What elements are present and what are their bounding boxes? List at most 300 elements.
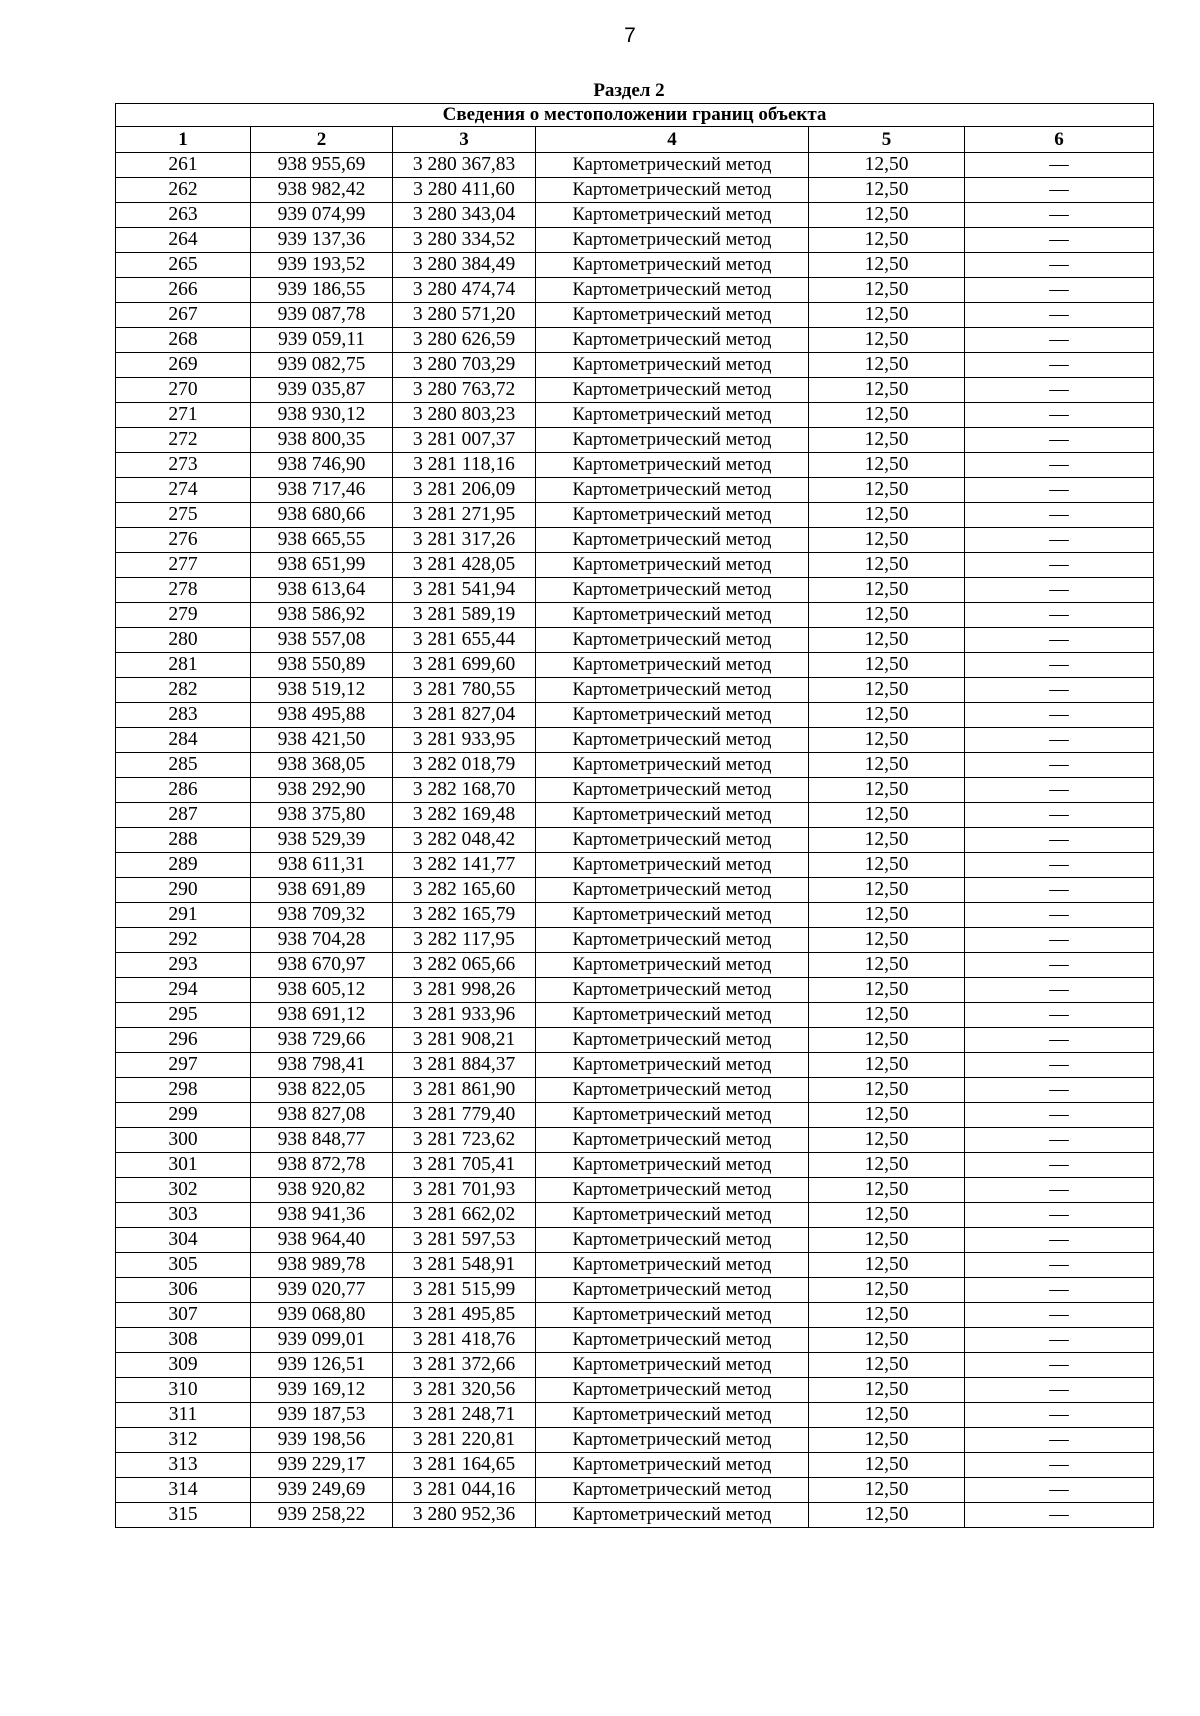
point-number-cell: 285: [116, 753, 251, 778]
coordinate-x-cell: 938 930,12: [251, 403, 393, 428]
coordinate-y-cell: 3 282 141,77: [393, 853, 536, 878]
method-cell: Картометрический метод: [536, 328, 809, 353]
table-row: [116, 453, 1154, 478]
coordinate-y-cell: 3 281 248,71: [393, 1403, 536, 1428]
accuracy-cell: 12,50: [809, 1453, 965, 1478]
point-number-cell: 268: [116, 328, 251, 353]
column-number-6: 6: [965, 127, 1154, 153]
accuracy-cell: 12,50: [809, 1128, 965, 1153]
accuracy-cell: 12,50: [809, 828, 965, 853]
table-row: [116, 153, 1154, 178]
column-number-3: 3: [393, 127, 536, 153]
accuracy-cell: 12,50: [809, 1428, 965, 1453]
description-cell: —: [965, 453, 1154, 478]
method-cell: Картометрический метод: [536, 778, 809, 803]
coordinate-x-cell: 939 082,75: [251, 353, 393, 378]
description-cell: —: [965, 1453, 1154, 1478]
accuracy-cell: 12,50: [809, 678, 965, 703]
accuracy-cell: 12,50: [809, 1503, 965, 1528]
accuracy-cell: 12,50: [809, 453, 965, 478]
description-cell: —: [965, 553, 1154, 578]
point-number-cell: 298: [116, 1078, 251, 1103]
accuracy-cell: 12,50: [809, 253, 965, 278]
accuracy-cell: 12,50: [809, 1003, 965, 1028]
method-cell: Картометрический метод: [536, 278, 809, 303]
coordinate-x-cell: 939 169,12: [251, 1378, 393, 1403]
coordinate-x-cell: 939 020,77: [251, 1278, 393, 1303]
description-cell: —: [965, 628, 1154, 653]
point-number-cell: 311: [116, 1403, 251, 1428]
description-cell: —: [965, 903, 1154, 928]
coordinate-y-cell: 3 282 168,70: [393, 778, 536, 803]
table-row: [116, 1378, 1154, 1403]
coordinate-y-cell: 3 281 779,40: [393, 1103, 536, 1128]
table-row: [116, 1128, 1154, 1153]
coordinate-x-cell: 939 087,78: [251, 303, 393, 328]
description-cell: —: [965, 1128, 1154, 1153]
method-cell: Картометрический метод: [536, 1328, 809, 1353]
point-number-cell: 297: [116, 1053, 251, 1078]
table-row: [116, 828, 1154, 853]
point-number-cell: 291: [116, 903, 251, 928]
description-cell: —: [965, 403, 1154, 428]
table-row: [116, 978, 1154, 1003]
coordinate-y-cell: 3 281 164,65: [393, 1453, 536, 1478]
accuracy-cell: 12,50: [809, 728, 965, 753]
description-cell: —: [965, 803, 1154, 828]
description-cell: —: [965, 153, 1154, 178]
point-number-cell: 271: [116, 403, 251, 428]
table-row: [116, 928, 1154, 953]
coordinate-x-cell: 938 550,89: [251, 653, 393, 678]
point-number-cell: 302: [116, 1178, 251, 1203]
coordinate-x-cell: 939 059,11: [251, 328, 393, 353]
coordinate-x-cell: 938 292,90: [251, 778, 393, 803]
accuracy-cell: 12,50: [809, 1203, 965, 1228]
point-number-cell: 273: [116, 453, 251, 478]
point-number-cell: 275: [116, 503, 251, 528]
accuracy-cell: 12,50: [809, 553, 965, 578]
description-cell: —: [965, 1178, 1154, 1203]
table-row: [116, 1503, 1154, 1528]
description-cell: —: [965, 328, 1154, 353]
accuracy-cell: 12,50: [809, 928, 965, 953]
table-caption-row: [116, 104, 1154, 127]
coordinate-y-cell: 3 281 655,44: [393, 628, 536, 653]
table-row: [116, 1478, 1154, 1503]
description-cell: —: [965, 703, 1154, 728]
method-cell: Картометрический метод: [536, 203, 809, 228]
coordinate-y-cell: 3 280 571,20: [393, 303, 536, 328]
coordinate-y-cell: 3 282 165,79: [393, 903, 536, 928]
point-number-cell: 303: [116, 1203, 251, 1228]
method-cell: Картометрический метод: [536, 503, 809, 528]
table-row: [116, 328, 1154, 353]
coordinate-x-cell: 939 187,53: [251, 1403, 393, 1428]
table-row: [116, 1203, 1154, 1228]
method-cell: Картометрический метод: [536, 1053, 809, 1078]
description-cell: —: [965, 1003, 1154, 1028]
point-number-cell: 262: [116, 178, 251, 203]
table-row: [116, 628, 1154, 653]
point-number-cell: 274: [116, 478, 251, 503]
method-cell: Картометрический метод: [536, 1153, 809, 1178]
point-number-cell: 306: [116, 1278, 251, 1303]
coordinate-y-cell: 3 281 007,37: [393, 428, 536, 453]
accuracy-cell: 12,50: [809, 878, 965, 903]
accuracy-cell: 12,50: [809, 1353, 965, 1378]
point-number-cell: 267: [116, 303, 251, 328]
accuracy-cell: 12,50: [809, 1053, 965, 1078]
coordinate-y-cell: 3 280 367,83: [393, 153, 536, 178]
coordinate-x-cell: 939 035,87: [251, 378, 393, 403]
table-row: [116, 1028, 1154, 1053]
method-cell: Картометрический метод: [536, 1103, 809, 1128]
table-row: [116, 553, 1154, 578]
method-cell: Картометрический метод: [536, 1353, 809, 1378]
description-cell: —: [965, 428, 1154, 453]
description-cell: —: [965, 228, 1154, 253]
table-row: [116, 1278, 1154, 1303]
point-number-cell: 290: [116, 878, 251, 903]
accuracy-cell: 12,50: [809, 1253, 965, 1278]
accuracy-cell: 12,50: [809, 203, 965, 228]
accuracy-cell: 12,50: [809, 303, 965, 328]
method-cell: Картометрический метод: [536, 1028, 809, 1053]
description-cell: —: [965, 1303, 1154, 1328]
coordinate-y-cell: 3 282 048,42: [393, 828, 536, 853]
coordinate-y-cell: 3 281 220,81: [393, 1428, 536, 1453]
table-row: [116, 678, 1154, 703]
accuracy-cell: 12,50: [809, 1303, 965, 1328]
table-row: [116, 403, 1154, 428]
coordinate-x-cell: 938 421,50: [251, 728, 393, 753]
point-number-cell: 293: [116, 953, 251, 978]
coordinate-y-cell: 3 281 827,04: [393, 703, 536, 728]
accuracy-cell: 12,50: [809, 703, 965, 728]
table-row: [116, 203, 1154, 228]
description-cell: —: [965, 878, 1154, 903]
table-row: [116, 278, 1154, 303]
accuracy-cell: 12,50: [809, 578, 965, 603]
accuracy-cell: 12,50: [809, 153, 965, 178]
method-cell: Картометрический метод: [536, 253, 809, 278]
table-row: [116, 1178, 1154, 1203]
accuracy-cell: 12,50: [809, 1153, 965, 1178]
description-cell: —: [965, 928, 1154, 953]
accuracy-cell: 12,50: [809, 803, 965, 828]
point-number-cell: 289: [116, 853, 251, 878]
coordinate-x-cell: 938 519,12: [251, 678, 393, 703]
coordinate-y-cell: 3 281 548,91: [393, 1253, 536, 1278]
coordinate-y-cell: 3 281 723,62: [393, 1128, 536, 1153]
description-cell: —: [965, 528, 1154, 553]
method-cell: Картометрический метод: [536, 528, 809, 553]
point-number-cell: 276: [116, 528, 251, 553]
coordinate-y-cell: 3 281 271,95: [393, 503, 536, 528]
coordinate-x-cell: 938 955,69: [251, 153, 393, 178]
description-cell: —: [965, 1253, 1154, 1278]
coordinate-x-cell: 938 798,41: [251, 1053, 393, 1078]
accuracy-cell: 12,50: [809, 1478, 965, 1503]
table-row: [116, 178, 1154, 203]
table-row: [116, 253, 1154, 278]
coordinate-x-cell: 938 605,12: [251, 978, 393, 1003]
method-cell: Картометрический метод: [536, 878, 809, 903]
method-cell: Картометрический метод: [536, 1453, 809, 1478]
accuracy-cell: 12,50: [809, 953, 965, 978]
coordinate-y-cell: 3 281 908,21: [393, 1028, 536, 1053]
coordinate-y-cell: 3 281 418,76: [393, 1328, 536, 1353]
point-number-cell: 269: [116, 353, 251, 378]
point-number-cell: 312: [116, 1428, 251, 1453]
description-cell: —: [965, 278, 1154, 303]
table-row: [116, 853, 1154, 878]
coordinate-x-cell: 939 099,01: [251, 1328, 393, 1353]
method-cell: Картометрический метод: [536, 928, 809, 953]
method-cell: Картометрический метод: [536, 1178, 809, 1203]
point-number-cell: 282: [116, 678, 251, 703]
description-cell: —: [965, 853, 1154, 878]
coordinate-y-cell: 3 281 206,09: [393, 478, 536, 503]
point-number-cell: 315: [116, 1503, 251, 1528]
method-cell: Картометрический метод: [536, 353, 809, 378]
table-row: [116, 1053, 1154, 1078]
coordinate-x-cell: 938 529,39: [251, 828, 393, 853]
accuracy-cell: 12,50: [809, 853, 965, 878]
table-row: [116, 1328, 1154, 1353]
coordinate-y-cell: 3 280 343,04: [393, 203, 536, 228]
description-cell: —: [965, 353, 1154, 378]
coordinate-x-cell: 938 822,05: [251, 1078, 393, 1103]
table-row: [116, 1403, 1154, 1428]
point-number-cell: 261: [116, 153, 251, 178]
coordinate-y-cell: 3 280 952,36: [393, 1503, 536, 1528]
description-cell: —: [965, 1378, 1154, 1403]
description-cell: —: [965, 503, 1154, 528]
coordinate-x-cell: 938 872,78: [251, 1153, 393, 1178]
point-number-cell: 265: [116, 253, 251, 278]
method-cell: Картометрический метод: [536, 1428, 809, 1453]
table-row: [116, 1103, 1154, 1128]
method-cell: Картометрический метод: [536, 228, 809, 253]
method-cell: Картометрический метод: [536, 753, 809, 778]
coordinate-x-cell: 938 586,92: [251, 603, 393, 628]
coordinate-y-cell: 3 280 703,29: [393, 353, 536, 378]
coordinate-x-cell: 939 068,80: [251, 1303, 393, 1328]
coordinate-y-cell: 3 280 384,49: [393, 253, 536, 278]
method-cell: Картометрический метод: [536, 1503, 809, 1528]
point-number-cell: 284: [116, 728, 251, 753]
accuracy-cell: 12,50: [809, 653, 965, 678]
table-row: [116, 903, 1154, 928]
point-number-cell: 279: [116, 603, 251, 628]
description-cell: —: [965, 753, 1154, 778]
table-row: [116, 803, 1154, 828]
method-cell: Картометрический метод: [536, 953, 809, 978]
coordinate-y-cell: 3 280 763,72: [393, 378, 536, 403]
coordinate-y-cell: 3 281 884,37: [393, 1053, 536, 1078]
point-number-cell: 280: [116, 628, 251, 653]
coordinate-x-cell: 938 729,66: [251, 1028, 393, 1053]
method-cell: Картометрический метод: [536, 803, 809, 828]
description-cell: —: [965, 653, 1154, 678]
accuracy-cell: 12,50: [809, 1378, 965, 1403]
method-cell: Картометрический метод: [536, 1228, 809, 1253]
table-row: [116, 753, 1154, 778]
accuracy-cell: 12,50: [809, 1178, 965, 1203]
method-cell: Картометрический метод: [536, 903, 809, 928]
coordinate-x-cell: 938 941,36: [251, 1203, 393, 1228]
table-row: [116, 1303, 1154, 1328]
coordinate-x-cell: 938 827,08: [251, 1103, 393, 1128]
point-number-cell: 272: [116, 428, 251, 453]
description-cell: —: [965, 1403, 1154, 1428]
point-number-cell: 308: [116, 1328, 251, 1353]
method-cell: Картометрический метод: [536, 153, 809, 178]
accuracy-cell: 12,50: [809, 753, 965, 778]
accuracy-cell: 12,50: [809, 1403, 965, 1428]
method-cell: Картометрический метод: [536, 1403, 809, 1428]
point-number-cell: 300: [116, 1128, 251, 1153]
coordinate-x-cell: 938 964,40: [251, 1228, 393, 1253]
description-cell: —: [965, 603, 1154, 628]
description-cell: —: [965, 478, 1154, 503]
method-cell: Картометрический метод: [536, 628, 809, 653]
point-number-cell: 314: [116, 1478, 251, 1503]
coordinate-x-cell: 939 137,36: [251, 228, 393, 253]
table-caption: Сведения о местоположении границ объекта: [116, 104, 1154, 127]
coordinate-x-cell: 939 186,55: [251, 278, 393, 303]
coordinate-x-cell: 938 495,88: [251, 703, 393, 728]
point-number-cell: 264: [116, 228, 251, 253]
coordinate-y-cell: 3 281 861,90: [393, 1078, 536, 1103]
method-cell: Картометрический метод: [536, 728, 809, 753]
description-cell: —: [965, 1078, 1154, 1103]
description-cell: —: [965, 1278, 1154, 1303]
method-cell: Картометрический метод: [536, 578, 809, 603]
coordinate-x-cell: 938 800,35: [251, 428, 393, 453]
method-cell: Картометрический метод: [536, 1128, 809, 1153]
accuracy-cell: 12,50: [809, 1028, 965, 1053]
coordinate-y-cell: 3 281 705,41: [393, 1153, 536, 1178]
coordinate-x-cell: 938 746,90: [251, 453, 393, 478]
table-row: [116, 703, 1154, 728]
description-cell: —: [965, 953, 1154, 978]
description-cell: —: [965, 203, 1154, 228]
coordinate-x-cell: 938 982,42: [251, 178, 393, 203]
coordinate-x-cell: 938 704,28: [251, 928, 393, 953]
method-cell: Картометрический метод: [536, 653, 809, 678]
column-number-5: 5: [809, 127, 965, 153]
boundary-coordinates-table: [115, 103, 1154, 1528]
coordinate-y-cell: 3 281 662,02: [393, 1203, 536, 1228]
method-cell: Картометрический метод: [536, 1378, 809, 1403]
description-cell: —: [965, 1203, 1154, 1228]
method-cell: Картометрический метод: [536, 303, 809, 328]
method-cell: Картометрический метод: [536, 428, 809, 453]
method-cell: Картометрический метод: [536, 1278, 809, 1303]
point-number-cell: 296: [116, 1028, 251, 1053]
coordinate-y-cell: 3 282 117,95: [393, 928, 536, 953]
coordinate-y-cell: 3 282 018,79: [393, 753, 536, 778]
coordinate-y-cell: 3 281 372,66: [393, 1353, 536, 1378]
coordinate-y-cell: 3 282 169,48: [393, 803, 536, 828]
point-number-cell: 304: [116, 1228, 251, 1253]
coordinate-x-cell: 939 126,51: [251, 1353, 393, 1378]
point-number-cell: 292: [116, 928, 251, 953]
coordinate-y-cell: 3 281 780,55: [393, 678, 536, 703]
coordinate-y-cell: 3 282 065,66: [393, 953, 536, 978]
description-cell: —: [965, 1503, 1154, 1528]
table-row: [116, 878, 1154, 903]
method-cell: Картометрический метод: [536, 978, 809, 1003]
table-row: [116, 1353, 1154, 1378]
point-number-cell: 278: [116, 578, 251, 603]
method-cell: Картометрический метод: [536, 553, 809, 578]
point-number-cell: 288: [116, 828, 251, 853]
coordinate-x-cell: 938 709,32: [251, 903, 393, 928]
coordinate-y-cell: 3 280 411,60: [393, 178, 536, 203]
coordinate-y-cell: 3 281 428,05: [393, 553, 536, 578]
table-row: [116, 503, 1154, 528]
method-cell: Картометрический метод: [536, 1253, 809, 1278]
accuracy-cell: 12,50: [809, 1103, 965, 1128]
coordinate-x-cell: 938 613,64: [251, 578, 393, 603]
coordinate-x-cell: 938 717,46: [251, 478, 393, 503]
table-row: [116, 1428, 1154, 1453]
coordinate-x-cell: 938 920,82: [251, 1178, 393, 1203]
table-row: [116, 303, 1154, 328]
description-cell: —: [965, 1228, 1154, 1253]
coordinate-y-cell: 3 281 933,96: [393, 1003, 536, 1028]
point-number-cell: 263: [116, 203, 251, 228]
table-row: [116, 1453, 1154, 1478]
method-cell: Картометрический метод: [536, 178, 809, 203]
accuracy-cell: 12,50: [809, 328, 965, 353]
description-cell: —: [965, 303, 1154, 328]
table-row: [116, 1078, 1154, 1103]
method-cell: Картометрический метод: [536, 1478, 809, 1503]
coordinate-y-cell: 3 280 626,59: [393, 328, 536, 353]
description-cell: —: [965, 1028, 1154, 1053]
section-title: Раздел 2: [593, 80, 665, 101]
coordinate-x-cell: 938 691,89: [251, 878, 393, 903]
accuracy-cell: 12,50: [809, 228, 965, 253]
accuracy-cell: 12,50: [809, 378, 965, 403]
point-number-cell: 270: [116, 378, 251, 403]
method-cell: Картометрический метод: [536, 378, 809, 403]
description-cell: —: [965, 578, 1154, 603]
coordinate-x-cell: 938 680,66: [251, 503, 393, 528]
coordinate-y-cell: 3 281 541,94: [393, 578, 536, 603]
description-cell: —: [965, 678, 1154, 703]
description-cell: —: [965, 1153, 1154, 1178]
description-cell: —: [965, 828, 1154, 853]
coordinate-y-cell: 3 280 803,23: [393, 403, 536, 428]
coordinate-x-cell: 938 691,12: [251, 1003, 393, 1028]
table-row: [116, 1003, 1154, 1028]
accuracy-cell: 12,50: [809, 628, 965, 653]
point-number-cell: 305: [116, 1253, 251, 1278]
point-number-cell: 310: [116, 1378, 251, 1403]
coordinate-x-cell: 938 611,31: [251, 853, 393, 878]
description-cell: —: [965, 253, 1154, 278]
table-row: [116, 428, 1154, 453]
coordinate-y-cell: 3 281 515,99: [393, 1278, 536, 1303]
table-row: [116, 778, 1154, 803]
coordinate-y-cell: 3 280 334,52: [393, 228, 536, 253]
